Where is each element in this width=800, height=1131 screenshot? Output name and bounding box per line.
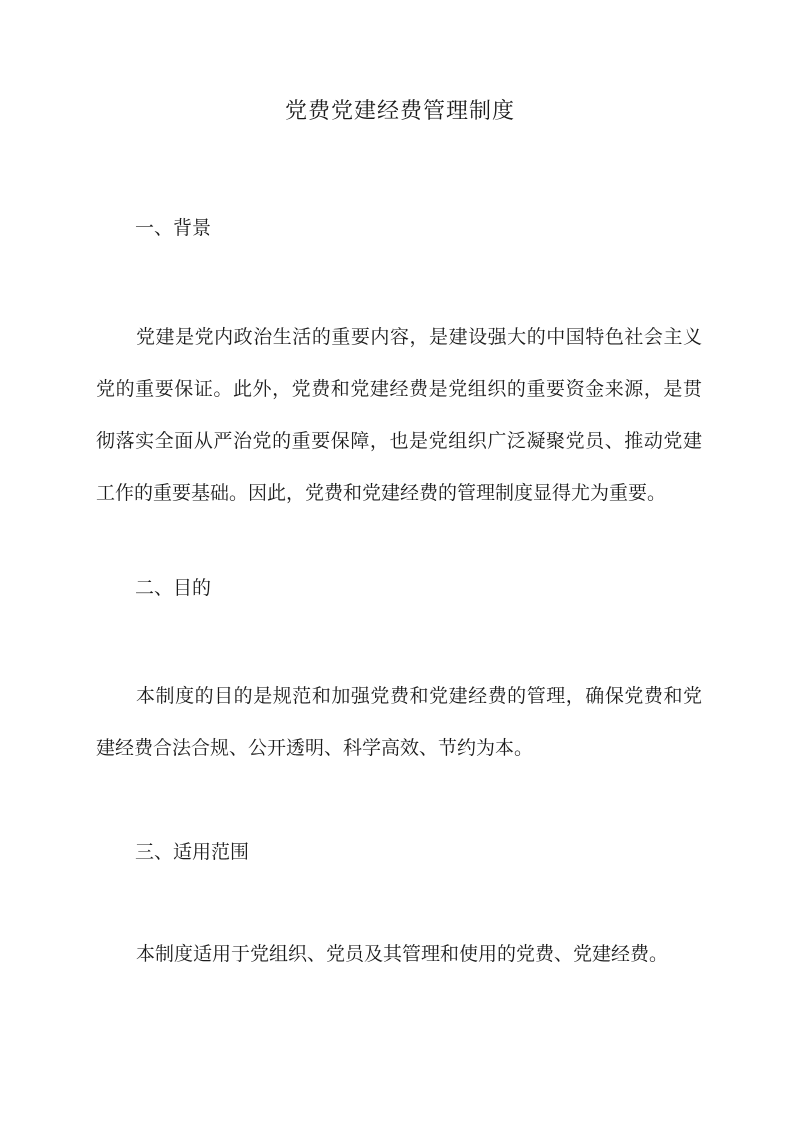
section-heading-purpose: 二、目的 — [135, 577, 212, 599]
section-paragraph-purpose: 本制度的目的是规范和加强党费和党建经费的管理，确保党费和党建经费合法合规、公开透明、科学高效、节约为本。 — [96, 685, 702, 759]
document-title: 党费党建经费管理制度 — [284, 99, 515, 124]
section-heading-scope: 三、适用范围 — [135, 841, 250, 863]
section-paragraph-scope: 本制度适用于党组织、党员及其管理和使用的党费、党建经费。 — [136, 943, 669, 965]
section-paragraph-background: 党建是党内政治生活的重要内容，是建设强大的中国特色社会主义党的重要保证。此外，党费和党建经费是党组织的重要资金来源，是贯彻落实全面从严治党的重要保障，也是党组织广泛凝聚党员、推动党建工作的重要基础。因此，党费和党建经费的管理制度显得尤为重要。 — [96, 326, 702, 504]
section-heading-background: 一、背景 — [135, 217, 212, 239]
